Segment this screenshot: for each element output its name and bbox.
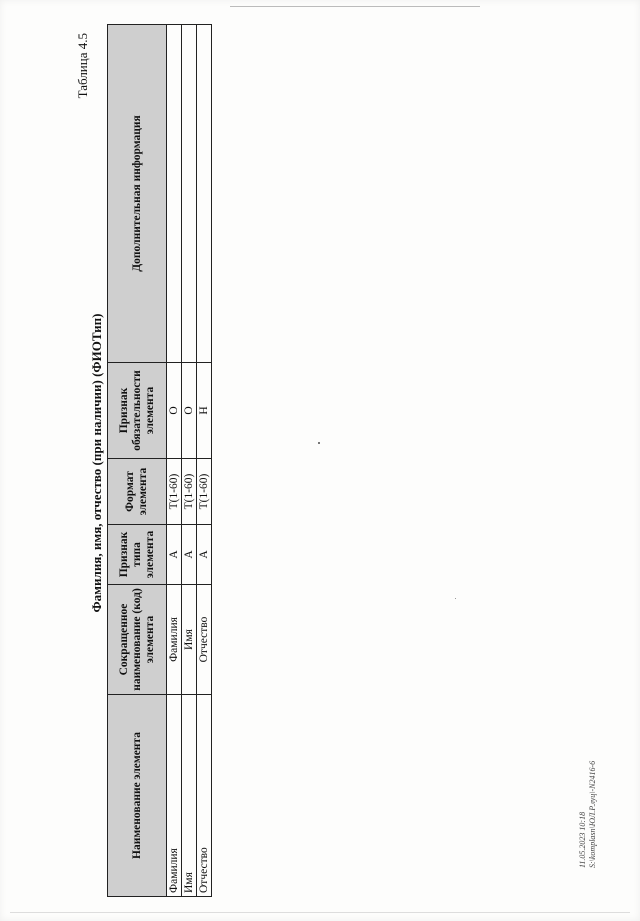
cell-element-format: T(1-60) — [197, 459, 212, 525]
cell-element-format: T(1-60) — [182, 459, 197, 525]
cell-additional-info — [167, 25, 182, 363]
element-table — [107, 24, 212, 897]
cell-element-required: О — [182, 363, 197, 459]
stamp-path: S:\komplasn\ЮЛ.Р.луц\-N2416-6 — [588, 760, 597, 868]
cell-element-type: А — [182, 525, 197, 585]
cell-element-name: Отчество — [197, 695, 212, 897]
table-row — [182, 25, 197, 897]
stamp-date: 11.05.2023 10:18 — [578, 811, 587, 868]
table-number: Таблица 4.5 — [75, 33, 90, 99]
print-stamp — [574, 740, 614, 870]
cell-element-format: T(1-60) — [167, 459, 182, 525]
header-additional-info: Дополнительная информация — [108, 25, 167, 363]
header-element-format: Формат элемента — [108, 459, 167, 525]
cell-additional-info — [182, 25, 197, 363]
cell-element-required: Н — [197, 363, 212, 459]
scan-speck — [318, 442, 320, 444]
header-element-name: Наименование элемента — [108, 695, 167, 897]
table-title: Фамилия, имя, отчество (при наличии) (ФИОТип) — [89, 313, 104, 613]
header-element-type: Признак типа элемента — [108, 525, 167, 585]
cell-element-name: Фамилия — [167, 695, 182, 897]
table-row — [197, 25, 212, 897]
cell-element-type: А — [167, 525, 182, 585]
rotated-page-content — [75, 23, 210, 903]
scan-bottom-line — [10, 912, 630, 913]
cell-element-type: А — [197, 525, 212, 585]
table-header-row — [108, 25, 167, 897]
table-row — [167, 25, 182, 897]
cell-element-name: Имя — [182, 695, 197, 897]
cell-element-code: Фамилия — [167, 585, 182, 695]
header-element-required: Признак обязательности элемента — [108, 363, 167, 459]
cell-element-code: Отчество — [197, 585, 212, 695]
cell-additional-info — [197, 25, 212, 363]
scan-top-line — [230, 6, 480, 7]
header-element-code: Сокращенное наименование (код) элемента — [108, 585, 167, 695]
cell-element-code: Имя — [182, 585, 197, 695]
cell-element-required: О — [167, 363, 182, 459]
scan-speck — [455, 598, 456, 599]
